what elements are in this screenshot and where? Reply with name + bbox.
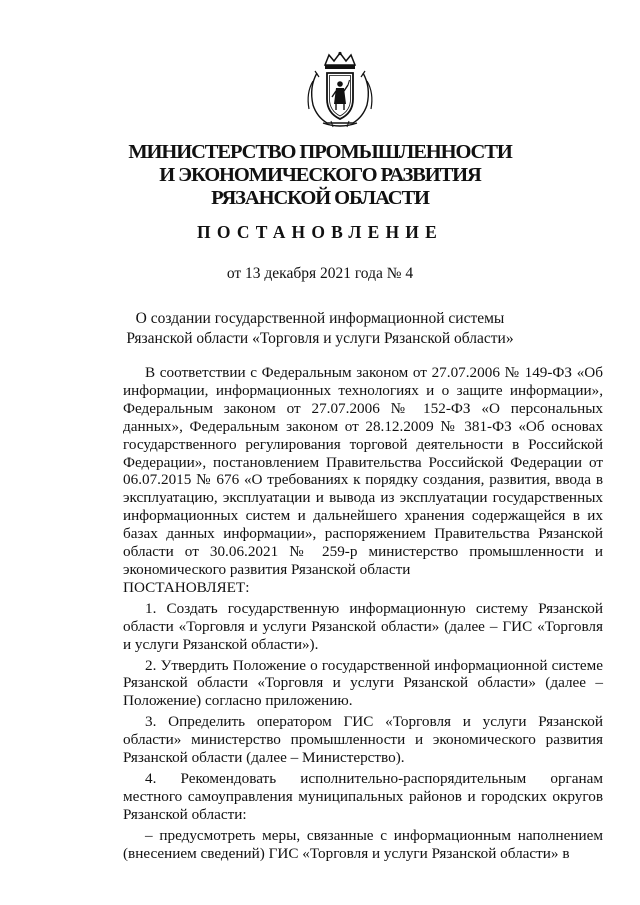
preamble-paragraph: В соответствии с Федеральным законом от 27.07.2006 № 149-ФЗ «Об информации, информационных технологиях и о защите информации», Федеральным законом от 27.07.2006 № 152-ФЗ «О персональных данных», Федеральным законом от 28.12.2009 № 381-ФЗ «Об основах государственного регулирования торговой деятельности в Российской Федерации», постановлением Правительства Российской Федерации от 06.07.2015 № 676 «О требованиях к порядку создания, развития, ввода в эксплуатацию, эксплуатации и вывода из эксплуатации государственных информационных систем и дальнейшего хранения содержащейся в их базах данных информации», распоряжением Правительства Рязанской области от 30.06.2021 № 259-р министерство промышленности и экономического развития Рязанской области (123, 364, 603, 578)
ministry-name-line: РЯЗАНСКОЙ ОБЛАСТИ (211, 187, 429, 209)
item-paragraph: 4. Рекомендовать исполнительно-распорядительным органам местного самоуправления муниципальных районов и городских округов Рязанской области: (123, 769, 603, 823)
item-paragraph: 3. Определить оператором ГИС «Торговля и услуги Рязанской области» министерство промышленности и экономического развития Рязанской области (далее – Министерство). (123, 713, 603, 767)
decree-word: ПОСТАНОВЛЯЕТ: (123, 578, 250, 596)
document-type: ПОСТАНОВЛЕНИЕ (197, 222, 443, 242)
document-body (123, 364, 603, 865)
item-paragraph: 1. Создать государственную информационную систему Рязанской области «Торговля и услуги Рязанской области» (далее – ГИС «Торговля и услуги Рязанской области»). (123, 599, 603, 653)
ryazan-coat-of-arms-icon (303, 51, 377, 129)
ministry-name (100, 141, 540, 210)
ministry-name-line: И ЭКОНОМИЧЕСКОГО РАЗВИТИЯ (159, 164, 481, 186)
document-title-line: Рязанской области «Торговля и услуги Рязанской области» (126, 329, 514, 347)
ministry-name-line: МИНИСТЕРСТВО ПРОМЫШЛЕННОСТИ (128, 141, 512, 163)
document-date: от 13 декабря 2021 года № 4 (226, 265, 414, 282)
sub-item-paragraph: – предусмотреть меры, связанные с информационным наполнением (внесением сведений) ГИС «Торговля и услуги Рязанской области» в (123, 826, 603, 862)
item-paragraph: 2. Утвердить Положение о государственной информационной системе Рязанской области «Торговля и услуги Рязанской области» (далее – Положение) согласно приложению. (123, 656, 603, 710)
document-title (100, 309, 540, 348)
document-title-line: О создании государственной информационной системы (135, 310, 505, 327)
